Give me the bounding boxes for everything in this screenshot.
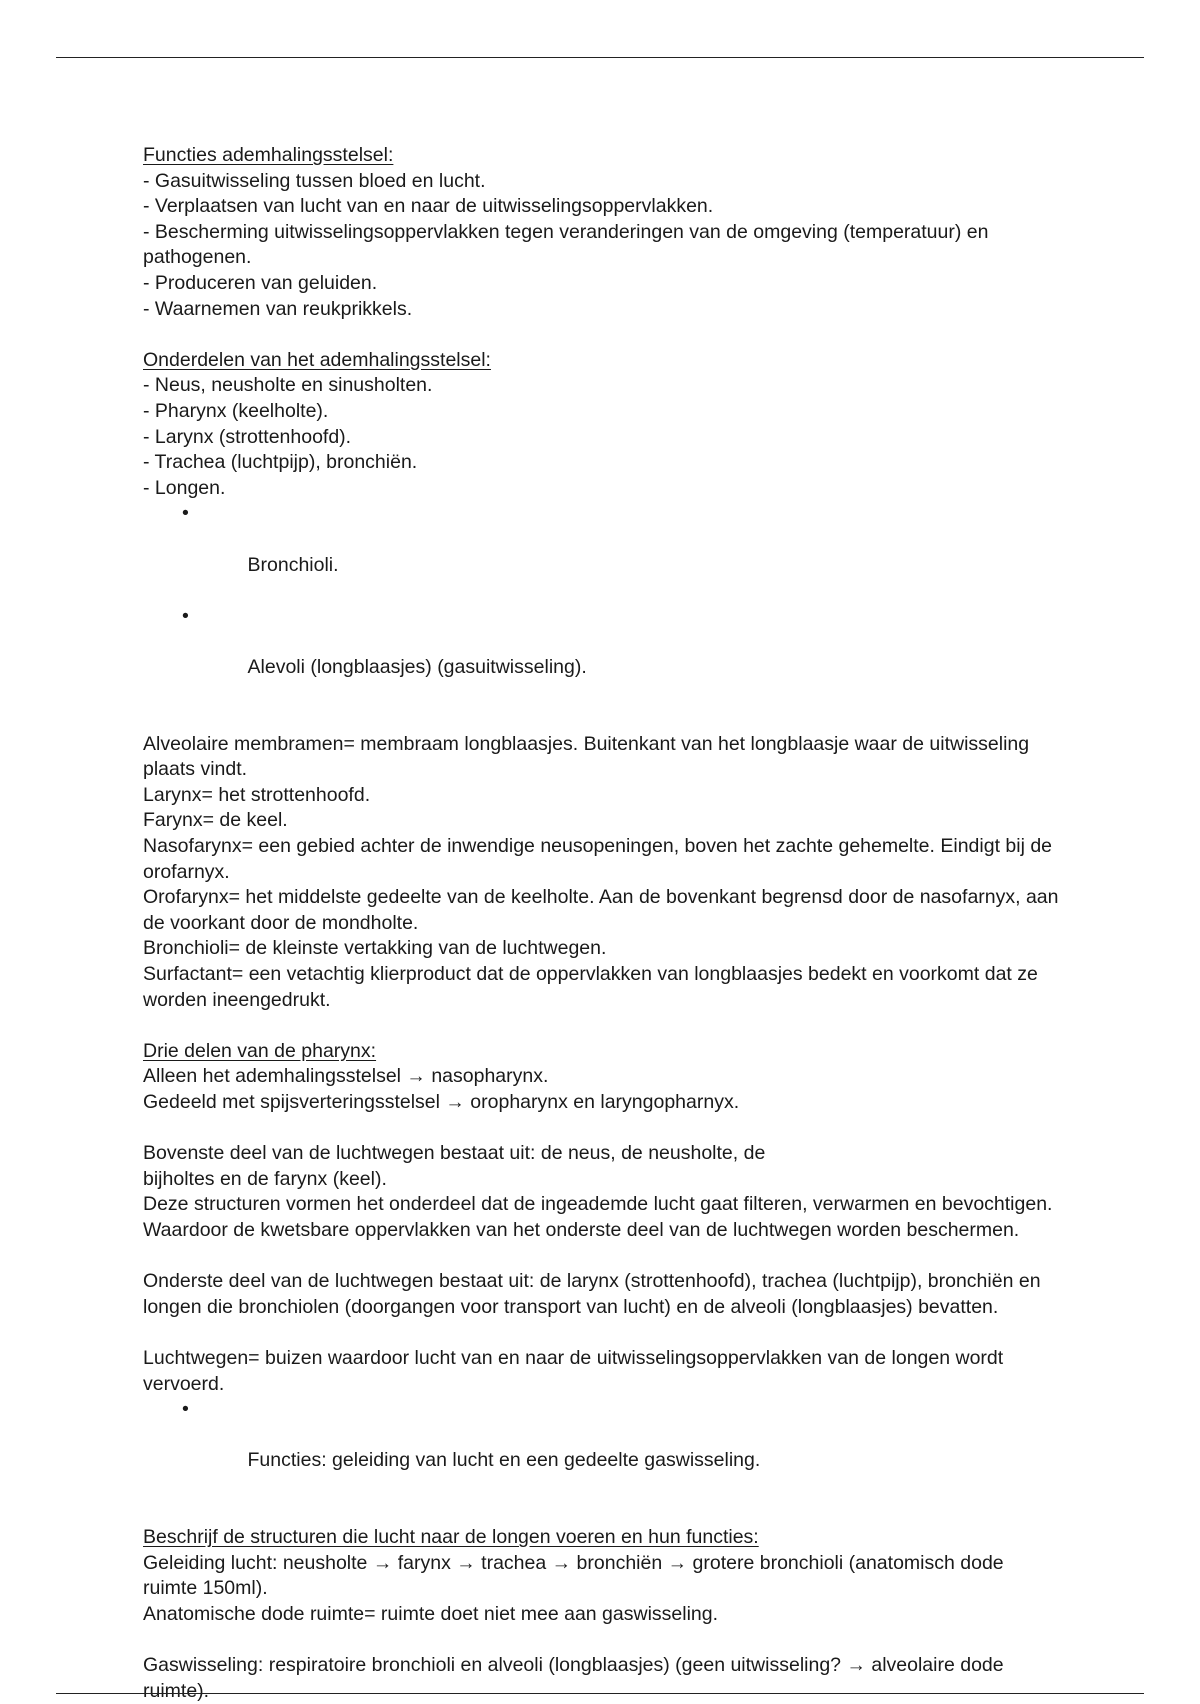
- section-heading: Onderdelen van het ademhalingsstelsel:: [143, 348, 491, 371]
- text-line: Farynx= de keel.: [143, 809, 288, 832]
- section-heading: Drie delen van de pharynx:: [143, 1039, 377, 1062]
- text-line: - Pharynx (keelholte).: [143, 399, 329, 422]
- section-functions: [143, 143, 1063, 322]
- spacer: [143, 1116, 1063, 1142]
- section-heading: Beschrijf de structuren die lucht naar de longen voeren en hun functies:: [143, 1526, 759, 1549]
- text-line: Alleen het ademhalingsstelsel → nasopharynx.: [143, 1065, 549, 1088]
- section-airways: [143, 1346, 1063, 1500]
- text-line: - Neus, neusholte en sinusholten.: [143, 374, 433, 397]
- text-line: Luchtwegen= buizen waardoor lucht van en naar de uitwisselingsoppervlakken van de longen wordt vervoerd.: [143, 1346, 1009, 1395]
- text-line: Larynx= het strottenhoofd.: [143, 783, 371, 806]
- section-lower-airways: [143, 1269, 1063, 1320]
- section-upper-airways: [143, 1141, 1063, 1243]
- text-line: Gedeeld met spijsverteringsstelsel → oropharynx en laryngopharnyx.: [143, 1090, 740, 1113]
- text-line: - Longen.: [143, 476, 226, 499]
- text-line: Anatomische dode ruimte= ruimte doet niet mee aan gaswisseling.: [143, 1602, 719, 1625]
- bullet-icon: •: [182, 604, 189, 627]
- spacer: [143, 1244, 1063, 1270]
- section-definitions: [143, 732, 1063, 1014]
- section-heading: Functies ademhalingsstelsel:: [143, 144, 394, 166]
- section-gas-exchange: [143, 1653, 1063, 1704]
- bullet-icon: •: [182, 1398, 189, 1421]
- spacer: [143, 1013, 1063, 1039]
- section-air-structures: [143, 1525, 1063, 1627]
- text-line: - Larynx (strottenhoofd).: [143, 425, 352, 448]
- bullet-text: Alevoli (longblaasjes) (gasuitwisseling).: [247, 655, 587, 678]
- spacer: [143, 322, 1063, 348]
- spacer: [143, 1320, 1063, 1346]
- text-line: Gaswisseling: respiratoire bronchioli en alveoli (longblaasjes) (geen uitwisseling? → alveolaire dode ruimte).: [143, 1654, 1010, 1702]
- text-line: - Trachea (luchtpijp), bronchiën.: [143, 451, 418, 474]
- document-body: [143, 143, 1063, 1704]
- text-line: Nasofarynx= een gebied achter de inwendige neusopeningen, boven het zachte gehemelte. Eindigt bij de orofarnyx.: [143, 835, 1058, 883]
- bullet-item: [143, 604, 1063, 706]
- text-line: Deze structuren vormen het onderdeel dat de ingeademde lucht gaat filteren, verwarmen en bevochtigen. Waardoor de kwetsbare oppervlakken van het onderste deel van de luchtwegen worden beschermen.: [143, 1193, 1058, 1241]
- text-line: Surfactant= een vetachtig klierproduct dat de oppervlakken van longblaasjes bedekt en voorkomt dat ze worden ineengedrukt.: [143, 963, 1044, 1011]
- spacer: [143, 1499, 1063, 1525]
- text-line: Geleiding lucht: neusholte → farynx → trachea → bronchiën → grotere bronchioli (anatomisch dode ruimte 150ml).: [143, 1551, 1010, 1600]
- page-top-rule: [56, 57, 1144, 58]
- bullet-text: Functies: geleiding van lucht en een gedeelte gaswisseling.: [247, 1449, 761, 1472]
- bullet-item: [143, 501, 1063, 603]
- bullet-item: [143, 1397, 1063, 1499]
- bullet-icon: •: [182, 502, 189, 525]
- spacer: [143, 706, 1063, 732]
- page-bottom-rule: [56, 1693, 1144, 1694]
- text-line: - Bescherming uitwisselingsoppervlakken tegen veranderingen van de omgeving (temperatuur) en pathogenen.: [143, 220, 994, 269]
- bullet-text: Bronchioli.: [247, 553, 339, 576]
- text-line: Bronchioli= de kleinste vertakking van de luchtwegen.: [143, 937, 607, 960]
- text-line: - Waarnemen van reukprikkels.: [143, 297, 413, 320]
- text-line: - Verplaatsen van lucht van en naar de uitwisselingsoppervlakken.: [143, 195, 714, 218]
- section-parts: [143, 348, 1063, 706]
- text-line: Onderste deel van de luchtwegen bestaat uit: de larynx (strottenhoofd), trachea (luchtpijp), bronchiën en longen die bronchiolen (doorgangen voor transport van lucht) en de alveoli (longblaasjes) bevatten.: [143, 1270, 1046, 1318]
- text-line: Bovenste deel van de luchtwegen bestaat uit: de neus, de neusholte, de: [143, 1142, 766, 1165]
- text-line: bijholtes en de farynx (keel).: [143, 1167, 387, 1190]
- text-line: - Gasuitwisseling tussen bloed en lucht.: [143, 169, 486, 192]
- text-line: Alveolaire membramen= membraam longblaasjes. Buitenkant van het longblaasje waar de uitwisseling plaats vindt.: [143, 732, 1035, 781]
- text-line: - Produceren van geluiden.: [143, 271, 378, 294]
- section-pharynx-parts: [143, 1039, 1063, 1116]
- text-line: Orofarynx= het middelste gedeelte van de keelholte. Aan de bovenkant begrensd door de nasofarnyx, aan de voorkant door de mondholte.: [143, 886, 1064, 934]
- spacer: [143, 1627, 1063, 1653]
